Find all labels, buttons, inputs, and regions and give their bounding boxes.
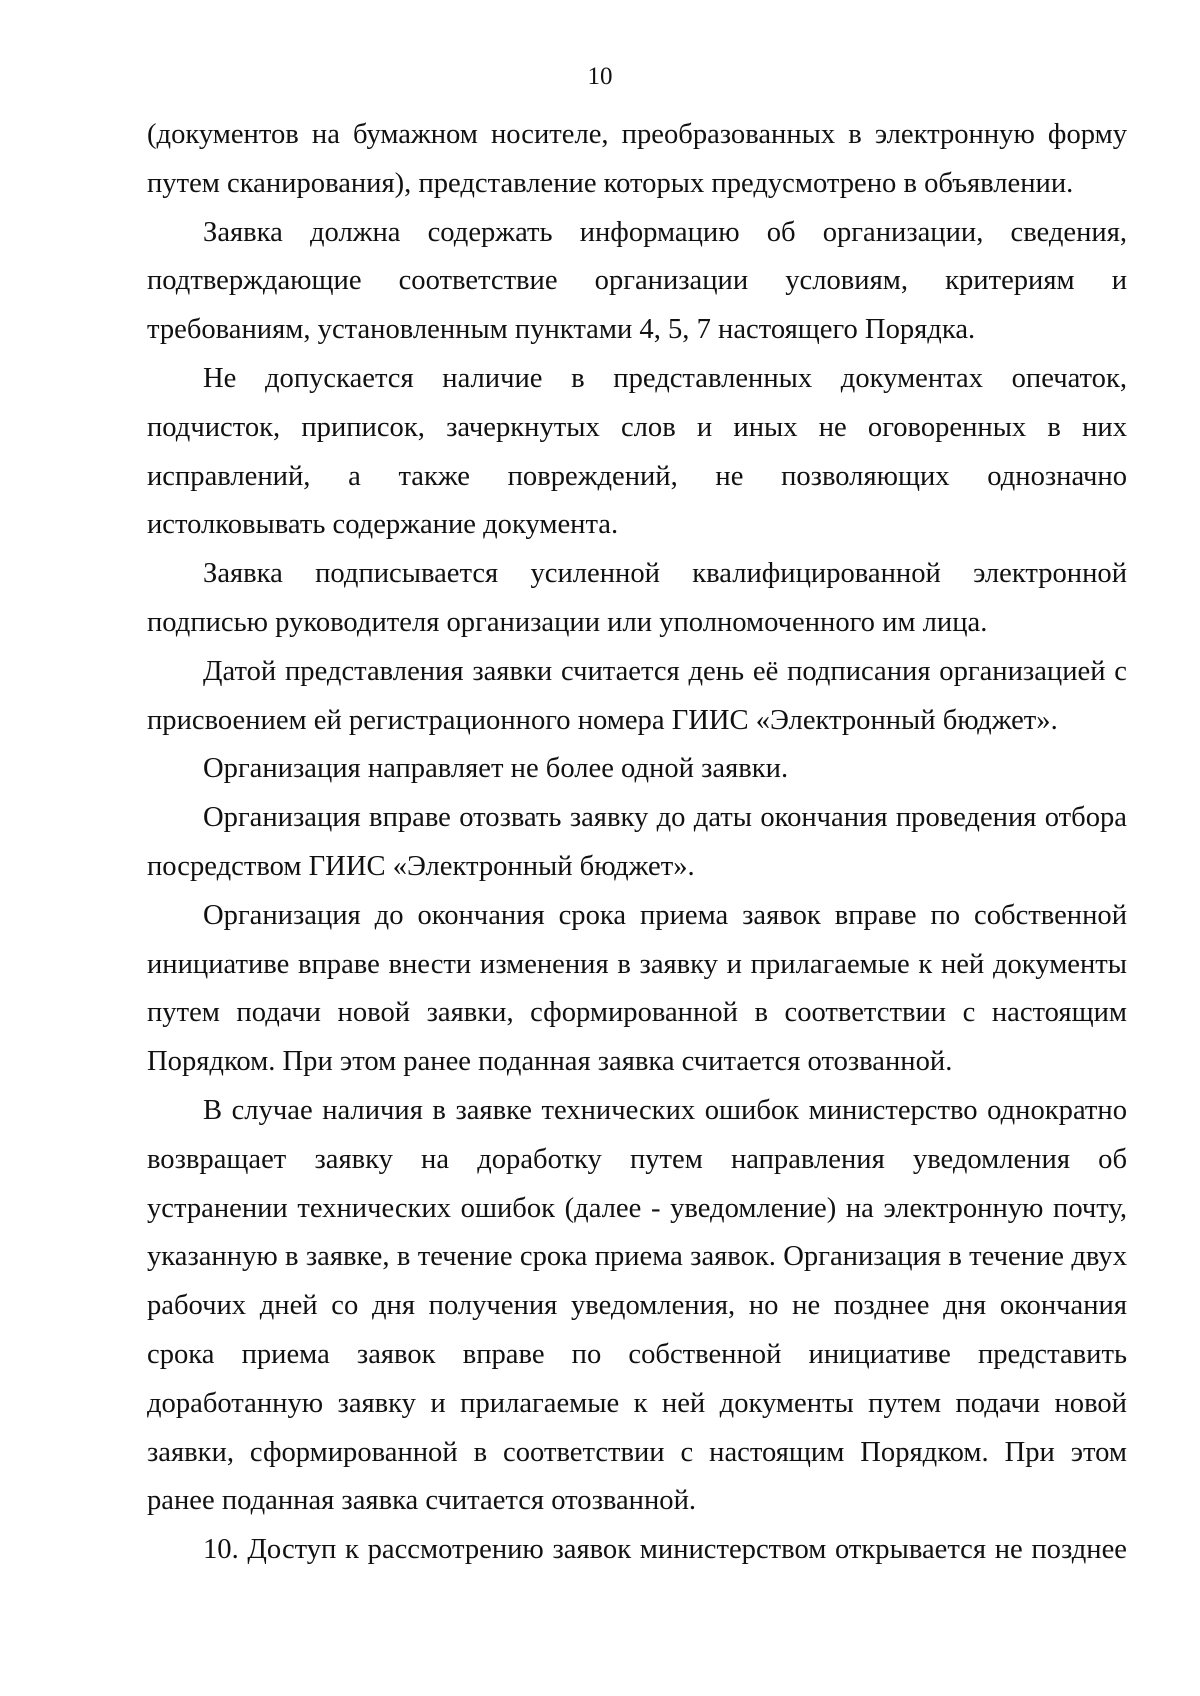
document-body [147,111,1127,1575]
paragraph-changes: Организация до окончания срока приема заявок вправе по собственной инициативе вправе внести изменения в заявку и прилагаемые к ней документы путем подачи новой заявки, сформированной в соответствии с настоящим Порядком. При этом ранее поданная заявка считается отозванной. [147,899,1127,1078]
paragraph-no-corrections: Не допускается наличие в представленных документах опечаток, подчисток, приписок, зачеркнутых слов и иных не оговоренных в них исправлений, а также повреждений, не позволяющих однозначно истолковывать содержание документа. [147,362,1127,541]
page-number: 10 [587,63,613,90]
paragraph-withdrawal: Организация вправе отозвать заявку до даты окончания проведения отбора посредством ГИИС «Электронный бюджет». [147,802,1127,882]
paragraph-application-content: Заявка должна содержать информацию об организации, сведения, подтверждающие соответствие организации условиям, критериям и требованиям, установленным пунктами 4, 5, 7 настоящего Порядка. [147,216,1127,346]
paragraph-submission-date: Датой представления заявки считается день её подписания организацией с присвоением ей регистрационного номера ГИИС «Электронный бюджет». [147,655,1127,736]
paragraph-signature: Заявка подписывается усиленной квалифицированной электронной подписью руководителя организации или уполномоченного им лица. [147,558,1127,638]
paragraph-continuation: (документов на бумажном носителе, преобразованных в электронную форму путем сканирования), представление которых предусмотрено в объявлении. [147,119,1127,199]
paragraph-technical-errors: В случае наличия в заявке технических ошибок министерство однократно возвращает заявку на доработку путем направления уведомления об устранении технических ошибок (далее - уведомление) на электронную почту, указанную в заявке, в течение срока приема заявок. Организация в течение двух рабочих дней со дня получения уведомления, но не позднее дня окончания срока приема заявок вправе по собственной инициативе представить доработанную заявку и прилагаемые к ней документы путем подачи новой заявки, сформированной в соответствии с настоящим Порядком. При этом ранее поданная заявка считается отозванной. [147,1094,1127,1517]
paragraph-one-application: Организация направляет не более одной заявки. [203,753,789,785]
paragraph-item-10: 10. Доступ к рассмотрению заявок министерством открывается не позднее [203,1534,1127,1566]
